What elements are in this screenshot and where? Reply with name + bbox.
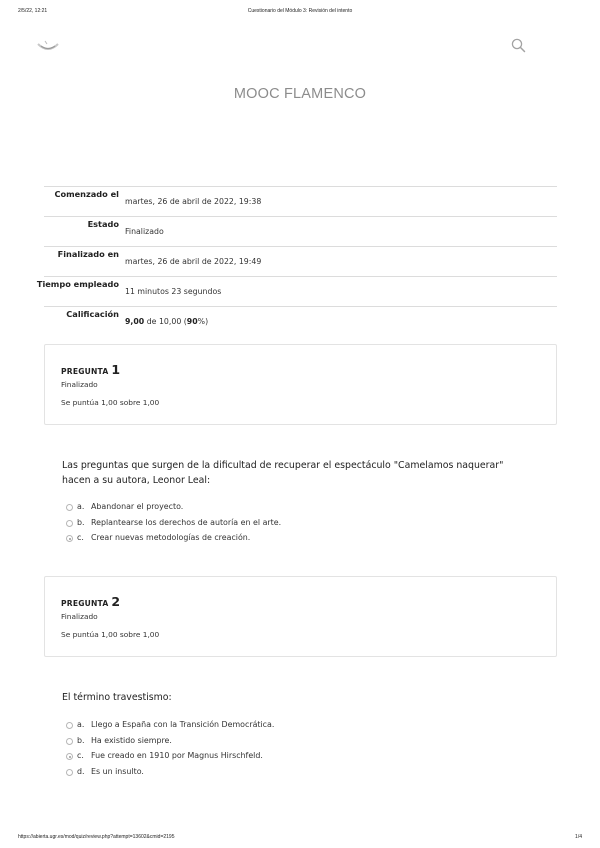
summary-value: 11 minutos 23 segundos (125, 287, 222, 296)
grade-percent: 90 (186, 317, 198, 326)
summary-label: Comenzado el (54, 189, 119, 199)
radio-button-selected[interactable] (66, 535, 73, 542)
print-url: https://abierta.ugr.es/mod/quiz/review.php?attempt=13602&cmid=2195 (18, 834, 175, 840)
radio-button-selected[interactable] (66, 753, 73, 760)
option-text: Ha existido siempre. (91, 735, 172, 745)
summary-row-time-taken (36, 277, 557, 307)
option-text: Crear nuevas metodologías de creación. (91, 533, 251, 542)
summary-row-grade (44, 307, 557, 337)
summary-row-started (44, 187, 557, 217)
print-page-number: 1/4 (575, 834, 582, 840)
print-page-title: Cuestionario del Módulo 3: Revisión del intento (247, 8, 353, 14)
question-number: 1 (111, 362, 121, 377)
site-title[interactable]: MOOC FLAMENCO (233, 86, 367, 102)
option-text: Es un insulto. (91, 766, 144, 776)
option-letter: b. (77, 735, 85, 745)
radio-button[interactable] (66, 504, 73, 511)
option-letter: a. (77, 502, 85, 511)
option-letter: c. (77, 751, 84, 760)
option-letter: d. (77, 766, 85, 776)
grade-score: 9,00 (125, 317, 145, 326)
summary-value: Finalizado (125, 227, 164, 236)
site-logo-icon[interactable] (36, 38, 60, 54)
radio-button[interactable] (66, 520, 73, 527)
question-state: Finalizado (61, 380, 98, 389)
question-word: PREGUNTA (61, 599, 109, 608)
summary-value: martes, 26 de abril de 2022, 19:49 (125, 257, 262, 266)
question-text: Las preguntas que surgen de la dificultad de recuperar el espectáculo "Camelamos naquerar" hacen a su autora, Leonor Leal: (62, 460, 504, 486)
question-text: El término travestismo: (62, 692, 172, 703)
question-grade: Se puntúa 1,00 sobre 1,00 (61, 630, 160, 639)
radio-button[interactable] (66, 738, 73, 745)
option-letter: c. (77, 533, 84, 542)
question-state: Finalizado (61, 612, 98, 621)
grade-max: de 10,00 ( (144, 317, 187, 326)
summary-row-state (44, 217, 557, 247)
search-icon[interactable] (511, 38, 526, 53)
print-date: 2/5/22, 12:21 (18, 8, 48, 14)
option-letter: a. (77, 720, 85, 729)
print-footer (18, 834, 582, 842)
question-info-card (44, 344, 557, 425)
radio-button[interactable] (66, 769, 73, 776)
option-text: Fue creado en 1910 por Magnus Hirschfeld. (91, 751, 263, 760)
summary-label: Tiempo empleado (36, 279, 119, 289)
option-text: Llego a España con la Transición Democrática. (91, 720, 275, 729)
question-number: 2 (111, 594, 121, 609)
summary-label: Calificación (66, 309, 119, 319)
question-grade: Se puntúa 1,00 sobre 1,00 (61, 398, 160, 407)
grade-percent-sign: %) (197, 317, 209, 326)
summary-label: Finalizado en (57, 249, 119, 259)
summary-grade-value (125, 317, 208, 326)
summary-value: martes, 26 de abril de 2022, 19:38 (125, 197, 262, 206)
option-letter: b. (77, 517, 85, 527)
summary-row-finished (44, 247, 557, 277)
question-info-card (44, 576, 557, 657)
option-text: Replantearse los derechos de autoría en el arte. (91, 517, 282, 527)
summary-label: Estado (87, 219, 119, 229)
radio-button[interactable] (66, 722, 73, 729)
question-heading (61, 591, 120, 610)
question-word: PREGUNTA (61, 367, 109, 376)
option-text: Abandonar el proyecto. (91, 502, 184, 511)
attempt-summary-table (36, 186, 557, 337)
question-heading (61, 359, 120, 378)
